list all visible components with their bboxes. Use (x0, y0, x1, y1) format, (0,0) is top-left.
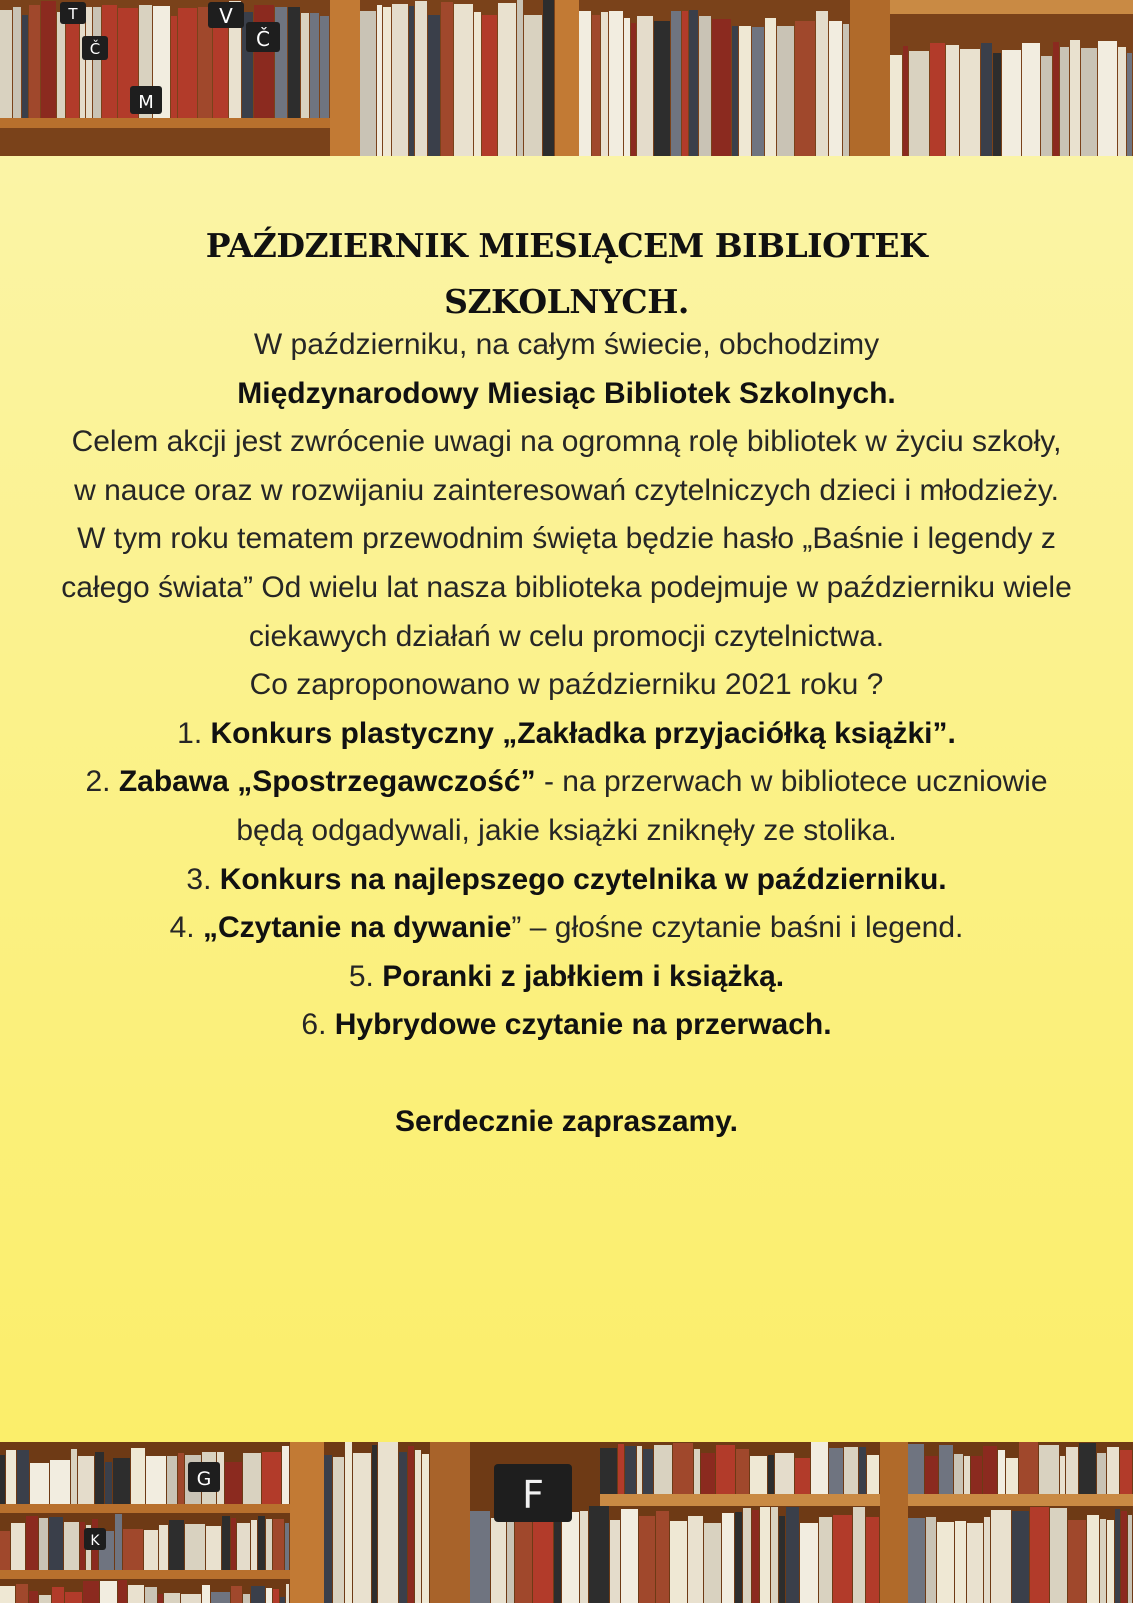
book-spine (378, 1442, 398, 1603)
book-spine (592, 15, 600, 156)
book-spine (0, 1455, 5, 1504)
book-spine (1039, 1445, 1059, 1494)
book-spine (600, 1448, 617, 1494)
bookshelf-illustration-bottom (0, 1442, 1133, 1603)
book-spine (908, 1518, 925, 1603)
book-spine (258, 1516, 265, 1570)
book-spine (266, 1588, 272, 1603)
book-spine (967, 1523, 983, 1603)
book-spine (95, 1452, 104, 1504)
book-spine (1066, 1447, 1078, 1494)
book-spine (333, 1457, 344, 1603)
book-spine (345, 1442, 352, 1603)
book-spine (981, 43, 992, 156)
book-spine (86, 7, 92, 118)
book-spine (169, 1520, 184, 1570)
book-spine (993, 53, 1001, 156)
book-spine (589, 1506, 609, 1603)
book-spine (890, 55, 902, 156)
book-spine (131, 1448, 145, 1504)
book-spine (624, 18, 630, 156)
book-spine (750, 1456, 767, 1494)
book-spine (909, 51, 929, 156)
shelf-label-m (130, 86, 162, 114)
book-spine (925, 1456, 938, 1494)
book-spine (39, 1518, 48, 1570)
book-spine (372, 1445, 377, 1603)
book-spine (704, 1523, 721, 1603)
svg-text:T: T (68, 5, 78, 23)
book-spine (671, 11, 681, 156)
book-spine (383, 7, 391, 156)
book-spine (118, 1580, 127, 1603)
book-spine (71, 1449, 77, 1504)
book-spine (732, 26, 738, 156)
book-spine (408, 1446, 414, 1603)
book-spine (288, 7, 300, 118)
book-spine (752, 1510, 759, 1603)
book-spine (1060, 47, 1069, 156)
book-spine (716, 1445, 735, 1494)
book-spine (167, 1456, 177, 1504)
poster-body (60, 321, 1073, 1147)
question-text: Co zaproponowano w październiku 2021 roku ? (249, 668, 884, 702)
book-spine (1002, 50, 1021, 156)
book-spine (955, 1521, 966, 1603)
book-spine (428, 15, 440, 156)
book-spine (694, 1449, 700, 1494)
book-spine (768, 1455, 774, 1494)
book-spine (654, 1445, 672, 1494)
book-spine (50, 1460, 70, 1504)
list-item-6: 6. Hybrydowe czytanie na przerwach. (301, 1008, 832, 1042)
book-spine (816, 11, 828, 156)
book-spine (937, 1522, 954, 1603)
book-spine (113, 1458, 130, 1504)
book-spine (80, 16, 85, 118)
book-spine (554, 1518, 561, 1603)
book-spine (1070, 40, 1080, 156)
book-spine (800, 1523, 818, 1603)
book-spine (643, 1449, 653, 1494)
book-spine (1019, 1442, 1038, 1494)
book-spine (482, 15, 497, 156)
book-spine (164, 1593, 180, 1603)
svg-text:G: G (196, 1468, 212, 1490)
book-spine (251, 1586, 265, 1603)
book-spine (1068, 1520, 1086, 1603)
book-spine (178, 8, 197, 118)
bookshelf-illustration-top (0, 0, 1133, 156)
book-spine (6, 1450, 16, 1504)
book-spine (29, 5, 40, 118)
book-spine (225, 1462, 242, 1504)
book-spine (243, 1453, 261, 1504)
book-spine (231, 1518, 236, 1570)
book-spine (422, 1454, 429, 1603)
book-spine (146, 1456, 166, 1504)
book-spine (971, 1456, 982, 1494)
theme-text: W tym roku tematem przewodnim święta będzie hasło „Baśnie i legendy z całego świata” Od wielu lat nasza biblioteka podejmuje w październiku wiele ciekawych działań w celu promocji czytelnictwa. (61, 522, 1072, 653)
book-spine (507, 1511, 514, 1603)
book-spine (984, 1517, 990, 1603)
list-item-3: 3. Konkurs na najlepszego czytelnika w październiku. (186, 862, 947, 896)
book-spine (415, 1450, 421, 1603)
book-spine (983, 1446, 997, 1494)
poster-title: PAŹDZIERNIK MIESIĄCEM BIBLIOTEK SZKOLNYCH. (205, 226, 928, 321)
book-spine (1107, 1520, 1114, 1603)
book-spine (64, 1522, 79, 1570)
svg-text:F: F (522, 1473, 544, 1517)
book-spine (52, 1587, 64, 1603)
book-spine (699, 16, 711, 156)
book-spine (498, 3, 516, 156)
book-spine (65, 1592, 82, 1603)
book-spine (1087, 1515, 1099, 1603)
book-spine (515, 1516, 532, 1603)
book-spine (392, 4, 408, 156)
book-spine (1030, 1507, 1049, 1603)
book-spine (926, 1517, 936, 1603)
book-spine (211, 1592, 230, 1603)
book-spine (795, 21, 815, 156)
book-spine (843, 24, 849, 156)
book-spine (517, 0, 523, 156)
book-spine (819, 1517, 832, 1603)
book-spine (853, 1507, 865, 1603)
book-spine (0, 1586, 15, 1603)
list-item-1: 1. Konkurs plastyczny „Zakładka przyjaciółką książki”. (177, 716, 956, 750)
book-spine (1100, 1519, 1106, 1603)
book-spine (470, 1511, 490, 1603)
book-spine (1115, 1509, 1120, 1603)
book-spine (673, 1443, 693, 1494)
svg-text:Č: Č (89, 40, 101, 58)
list-item-5: 5. Poranki z jabłkiem i książką. (348, 959, 785, 993)
svg-text:Č: Č (256, 27, 270, 51)
book-spine (254, 5, 274, 118)
bookshelf-photo-top (0, 0, 1133, 156)
book-spine (128, 1585, 144, 1603)
book-spine (859, 1447, 866, 1494)
book-spine (610, 1520, 620, 1603)
shelf-label-k (84, 1528, 106, 1550)
book-spine (491, 1518, 506, 1603)
book-spine (833, 1515, 852, 1603)
book-spine (954, 1454, 963, 1494)
book-spine (202, 1585, 210, 1603)
book-spine (735, 1512, 742, 1603)
book-spine (1128, 1515, 1132, 1603)
book-spine (11, 1523, 25, 1570)
book-spine (1121, 1511, 1127, 1603)
book-spine (158, 1594, 163, 1603)
book-spine (618, 1444, 624, 1494)
book-spine (656, 1511, 669, 1603)
book-spine (301, 13, 309, 118)
book-spine (222, 1516, 230, 1570)
book-spine (1079, 1443, 1096, 1494)
book-spine (786, 1507, 799, 1603)
book-spine (49, 1517, 63, 1570)
book-spine (637, 16, 653, 156)
book-spine (93, 7, 101, 118)
book-spine (26, 1516, 38, 1570)
book-spine (102, 5, 117, 118)
shelf-label-c1 (82, 36, 108, 60)
book-spine (712, 19, 731, 156)
book-spine (159, 1525, 168, 1570)
book-spine (310, 13, 319, 118)
svg-text:V: V (219, 4, 233, 28)
book-spine (779, 1516, 785, 1603)
book-spine (631, 23, 636, 156)
book-spine (0, 1531, 10, 1570)
book-spine (251, 1520, 257, 1570)
book-spine (474, 12, 481, 156)
book-spine (736, 1449, 749, 1494)
book-spine (286, 1584, 289, 1603)
book-spine (285, 1523, 289, 1570)
book-spine (609, 11, 623, 156)
announcement-panel (0, 156, 1133, 1442)
book-spine (1097, 1453, 1106, 1494)
shelf-label-f (494, 1464, 572, 1522)
book-spine (991, 1510, 1011, 1603)
purpose-text: Celem akcji jest zwrócenie uwagi na ogromną rolę bibliotek w życiu szkoły, w nauce oraz w rozwijaniu zainteresowań czytelniczych dzieci i młodzieży. (71, 425, 1062, 507)
book-spine (1081, 48, 1097, 156)
book-spine (930, 43, 945, 156)
svg-text:M: M (138, 92, 154, 113)
book-spine (273, 1519, 284, 1570)
book-spine (964, 1456, 970, 1494)
book-spine (22, 15, 28, 118)
book-spine (701, 1453, 715, 1494)
book-spine (1012, 1511, 1029, 1603)
book-spine (1127, 53, 1132, 156)
book-spine (83, 1581, 99, 1603)
book-spine (0, 10, 12, 118)
book-spine (722, 1513, 734, 1603)
book-spine (670, 1521, 687, 1603)
book-spine (960, 49, 980, 156)
book-spine (1006, 1458, 1018, 1494)
shelf-label-g (188, 1462, 220, 1492)
book-spine (13, 7, 21, 118)
book-spine (206, 1526, 221, 1570)
book-spine (946, 45, 959, 156)
book-spine (282, 1446, 289, 1504)
book-spine (524, 15, 542, 156)
book-spine (689, 10, 698, 156)
book-spine (866, 1517, 879, 1603)
book-spine (243, 1594, 250, 1603)
book-spine (115, 1514, 122, 1570)
book-spine (795, 1458, 810, 1494)
book-spine (237, 1523, 250, 1570)
list-item-2: 2. Zabawa „Spostrzegawczość” - na przerwach w bibliotece uczniowie będą odgadywali, jakie książki zniknęły ze stolika. (85, 765, 1048, 847)
book-spine (353, 1453, 371, 1603)
event-name: Międzynarodowy Miesiąc Bibliotek Szkolnych. (237, 376, 896, 410)
book-spine (105, 1462, 112, 1504)
intro-line: W październiku, na całym świecie, obchodzimy (253, 328, 880, 361)
svg-text:K: K (90, 1533, 100, 1549)
book-spine (777, 26, 794, 156)
book-spine (903, 46, 908, 156)
book-spine (908, 1444, 924, 1494)
book-spine (415, 1, 427, 156)
book-spine (29, 1591, 38, 1603)
closing-line: Serdecznie zapraszamy. (395, 1104, 738, 1138)
book-spine (144, 1530, 158, 1570)
book-spine (377, 5, 382, 156)
book-spine (621, 1509, 638, 1603)
book-spine (625, 1446, 636, 1494)
book-spine (181, 1594, 201, 1603)
book-spine (1050, 1508, 1067, 1603)
book-spine (320, 16, 329, 118)
book-spine (409, 6, 414, 156)
book-spine (16, 1584, 28, 1603)
book-spine (760, 1507, 770, 1603)
shelf-label-c2 (246, 22, 280, 52)
book-spine (637, 1446, 642, 1494)
book-spine (66, 8, 79, 118)
book-spine (1098, 41, 1117, 156)
book-spine (17, 1450, 29, 1504)
book-spine (441, 2, 453, 156)
book-spine (811, 1442, 828, 1494)
book-spine (682, 11, 688, 156)
book-spine (41, 1, 56, 118)
book-spine (601, 12, 608, 156)
book-spine (171, 16, 177, 118)
book-spine (231, 1586, 242, 1603)
book-spine (998, 1450, 1005, 1494)
book-spine (273, 1589, 279, 1603)
book-spine (562, 1512, 579, 1603)
shelf-label-t (60, 2, 86, 24)
book-spine (639, 1516, 655, 1603)
book-spine (123, 1529, 143, 1570)
book-spine (580, 1511, 588, 1603)
book-spine (752, 27, 764, 156)
book-spine (1118, 47, 1126, 156)
book-spine (543, 0, 554, 156)
book-spine (1041, 56, 1052, 156)
book-spine (579, 11, 591, 156)
book-spine (185, 1524, 205, 1570)
book-spine (533, 1522, 553, 1603)
book-spine (178, 1453, 184, 1504)
book-spine (1120, 1450, 1132, 1494)
book-spine (829, 1448, 843, 1494)
book-spine (1022, 43, 1040, 156)
book-spine (266, 1519, 272, 1570)
book-spine (145, 1587, 157, 1603)
book-spine (1053, 42, 1059, 156)
book-spine (30, 1463, 49, 1504)
book-spine (939, 1445, 953, 1494)
bookshelf-photo-bottom (0, 1442, 1133, 1603)
list-item-4: 4. „Czytanie na dywanie” – głośne czytanie baśni i legend. (169, 911, 964, 945)
book-spine (39, 1595, 51, 1603)
book-spine (844, 1447, 858, 1494)
book-spine (688, 1516, 703, 1603)
book-spine (765, 18, 776, 156)
book-spine (867, 1455, 879, 1494)
book-spine (829, 21, 842, 156)
book-spine (1107, 1447, 1119, 1494)
book-spine (454, 4, 473, 156)
book-spine (739, 26, 751, 156)
book-spine (1060, 1456, 1065, 1494)
book-spine (743, 1508, 751, 1603)
book-spine (280, 1597, 285, 1603)
shelf-label-v (208, 2, 244, 28)
book-spine (100, 1581, 117, 1603)
book-spine (360, 11, 376, 156)
book-spine (654, 21, 670, 156)
book-spine (324, 1455, 332, 1603)
book-spine (399, 1452, 407, 1603)
spacer (60, 1050, 1073, 1098)
book-spine (57, 12, 65, 118)
book-spine (78, 1456, 94, 1504)
book-spine (262, 1452, 281, 1504)
book-spine (771, 1507, 778, 1603)
book-spine (775, 1453, 794, 1494)
